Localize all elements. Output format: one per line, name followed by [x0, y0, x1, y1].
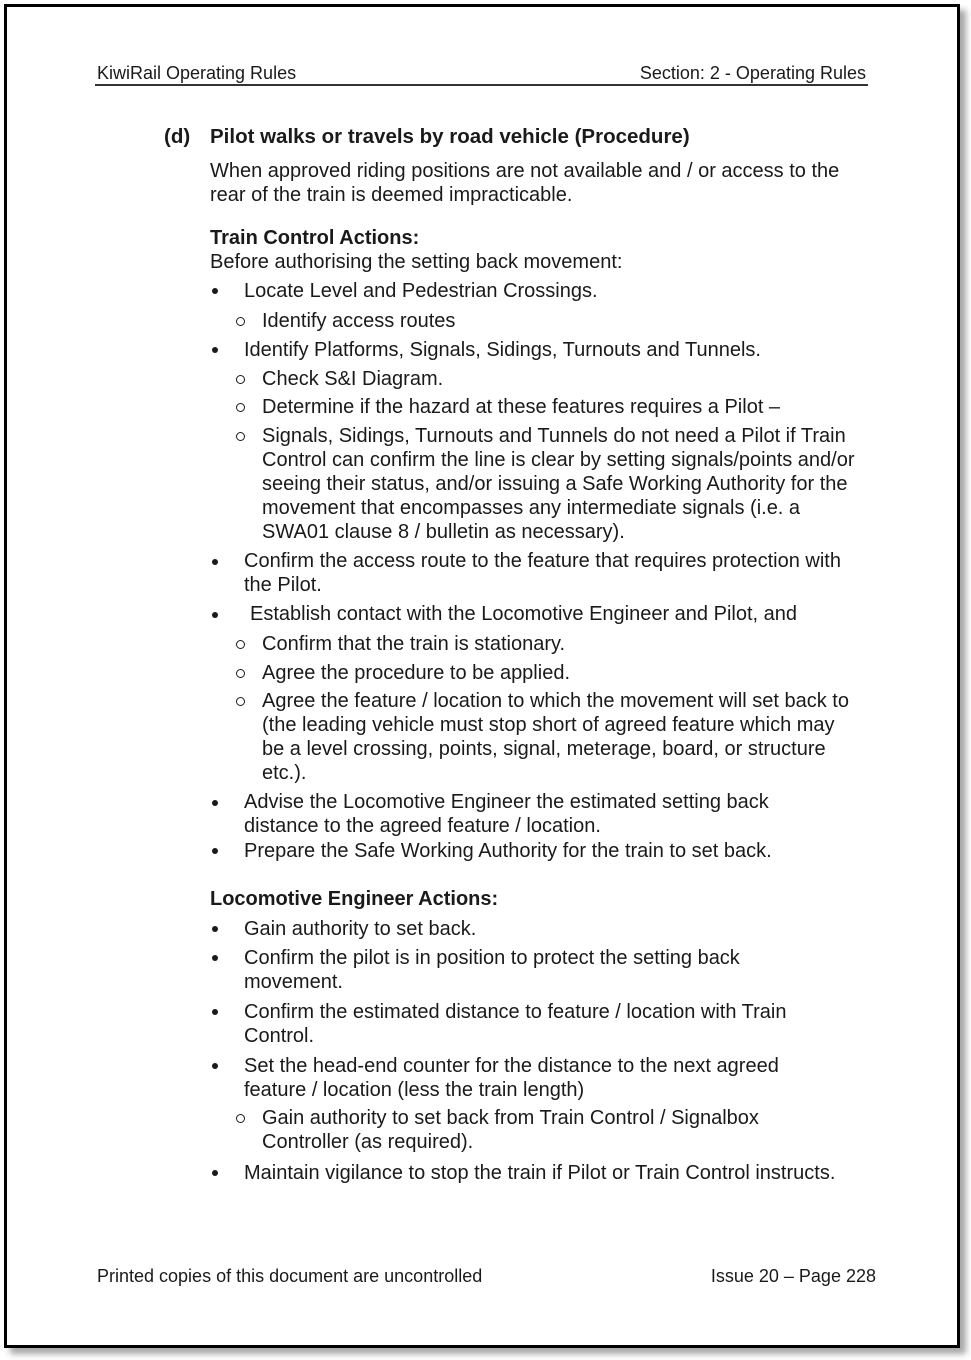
bullet-icon: [209, 285, 221, 297]
list-item: Gain authority to set back.: [244, 918, 477, 940]
circle-bullet-icon: [234, 667, 246, 679]
list-subitem: Identify access routes: [262, 310, 456, 332]
list-item: Identify Platforms, Signals, Sidings, Turnouts and Tunnels.: [244, 339, 761, 361]
section-intro: When approved riding positions are not available and / or access to the rear of the train is deemed impracticable.: [210, 160, 840, 206]
list-item: Confirm the access route to the feature that requires protection with the Pilot.: [244, 550, 841, 596]
list-subitem: Gain authority to set back from Train Control / Signalbox Controller (as required).: [262, 1107, 759, 1153]
circle-bullet-icon: [234, 430, 246, 442]
list-subitem: Agree the procedure to be applied.: [262, 662, 570, 684]
bullet-icon: [209, 797, 221, 809]
circle-bullet-icon: [234, 373, 246, 385]
footer-page-number: Issue 20 – Page 228: [710, 1266, 876, 1286]
header-doc-title: KiwiRail Operating Rules: [97, 63, 297, 83]
bullet-icon: [209, 952, 221, 964]
list-item: Advise the Locomotive Engineer the estimated setting back distance to the agreed feature / location.: [244, 791, 769, 837]
train-control-heading: Train Control Actions:: [210, 227, 420, 249]
bullet-icon: [209, 923, 221, 935]
list-item: Confirm the pilot is in position to protect the setting back movement.: [244, 947, 740, 993]
bullet-icon: [209, 344, 221, 356]
list-item: Prepare the Safe Working Authority for the train to set back.: [244, 840, 772, 862]
circle-bullet-icon: [234, 315, 246, 327]
list-item: Locate Level and Pedestrian Crossings.: [244, 280, 598, 302]
circle-bullet-icon: [234, 401, 246, 413]
header-divider: [95, 84, 868, 86]
list-subitem: Check S&I Diagram.: [262, 368, 444, 390]
train-control-lead: Before authorising the setting back movement:: [210, 251, 623, 273]
list-subitem: Agree the feature / location to which the movement will set back to (the leading vehicle must stop short of agreed feature which may be a level crossing, points, signal, meterage, board, or structure etc.).: [262, 690, 849, 784]
header-section: Section: 2 - Operating Rules: [639, 63, 866, 83]
circle-bullet-icon: [234, 638, 246, 650]
bullet-icon: [209, 556, 221, 568]
list-item: Maintain vigilance to stop the train if Pilot or Train Control instructs.: [244, 1162, 836, 1184]
bullet-icon: [209, 1006, 221, 1018]
list-subitem: Determine if the hazard at these features requires a Pilot –: [262, 396, 781, 418]
bullet-icon: [209, 609, 221, 621]
circle-bullet-icon: [234, 695, 246, 707]
list-item: Set the head-end counter for the distance to the next agreed feature / location (less the train length): [244, 1055, 779, 1101]
circle-bullet-icon: [234, 1112, 246, 1124]
list-item: Establish contact with the Locomotive Engineer and Pilot, and: [250, 603, 797, 625]
bullet-icon: [209, 1060, 221, 1072]
list-subitem: Signals, Sidings, Turnouts and Tunnels do not need a Pilot if Train Control can confirm the line is clear by setting signals/points and/or seeing their status, and/or issuing a Safe Working Authority for the movement that encompasses any intermediate signals (i.e. a SWA01 clause 8 / bulletin as necessary).: [262, 425, 855, 543]
section-label: (d): [164, 125, 191, 148]
loco-engineer-heading: Locomotive Engineer Actions:: [210, 888, 499, 910]
footer-note: Printed copies of this document are uncontrolled: [97, 1266, 483, 1286]
bullet-icon: [209, 845, 221, 857]
bullet-icon: [209, 1167, 221, 1179]
list-subitem: Confirm that the train is stationary.: [262, 633, 566, 655]
list-item: Confirm the estimated distance to feature / location with Train Control.: [244, 1001, 787, 1047]
section-title: Pilot walks or travels by road vehicle (Procedure): [210, 125, 690, 148]
